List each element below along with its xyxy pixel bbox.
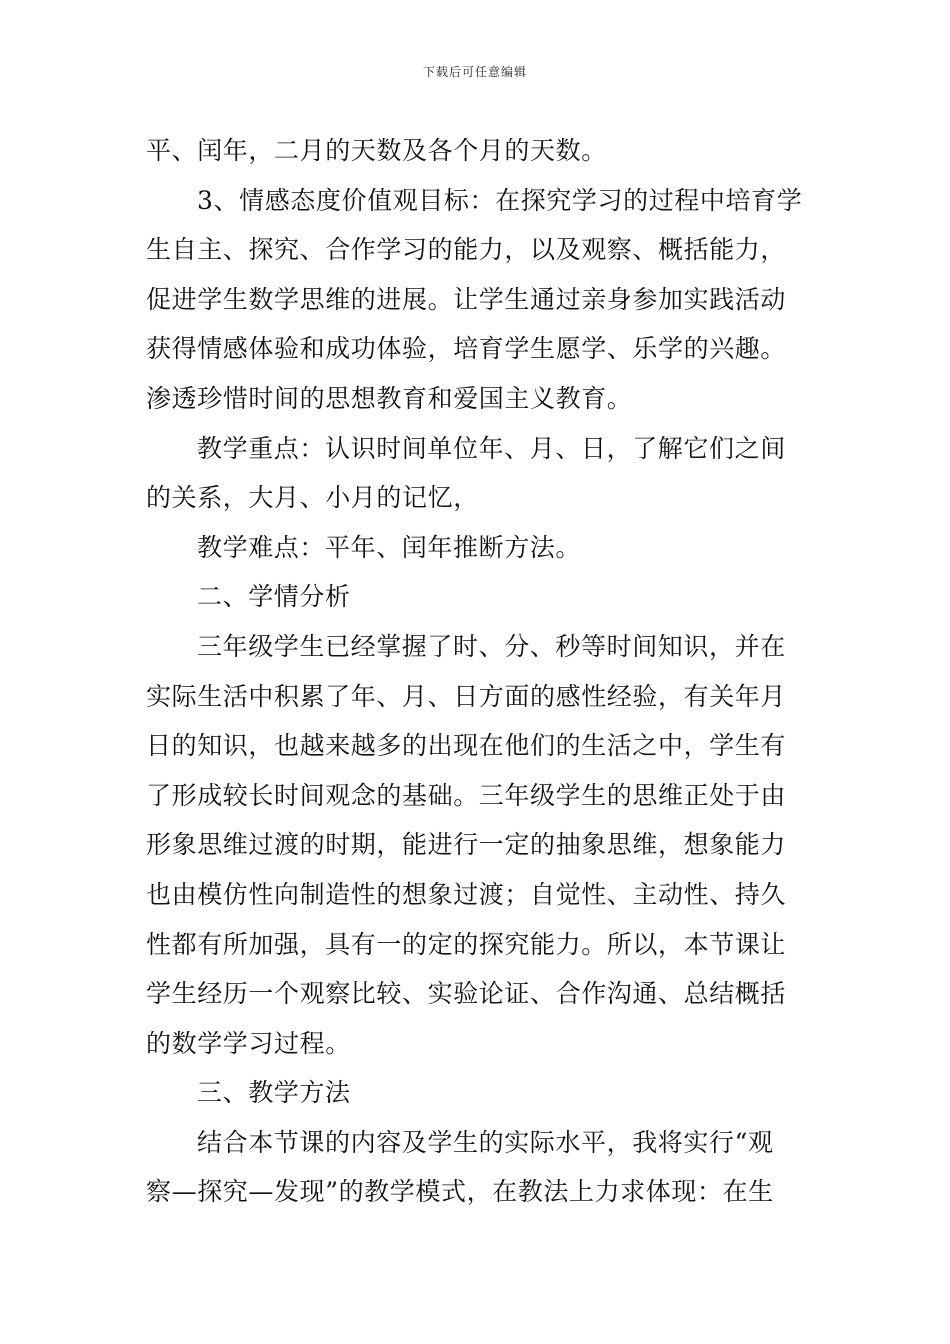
section-heading: 三、教学方法 bbox=[197, 1078, 351, 1108]
text-line: 促进学生数学思维的进展。让学生通过亲身参加实践活动 bbox=[146, 284, 787, 314]
text-line: 学生经历一个观察比较、实验论证、合作沟通、总结概括 bbox=[146, 979, 787, 1009]
document-body bbox=[146, 126, 812, 1217]
text-line: 的关系，大月、小月的记忆， bbox=[146, 483, 479, 513]
text-line: 生自主、探究、合作学习的能力，以及观察、概括能力， bbox=[146, 235, 787, 265]
text-line: 3、情感态度价值观目标：在探究学习的过程中培育学 bbox=[197, 185, 803, 215]
text-line: 了形成较长时间观念的基础。三年级学生的思维正处于由 bbox=[146, 780, 787, 810]
text-line: 三年级学生已经掌握了时、分、秒等时间知识，并在 bbox=[197, 631, 786, 661]
section-heading: 二、学情分析 bbox=[197, 582, 351, 612]
text-line: 也由模仿性向制造性的想象过渡；自觉性、主动性、持久 bbox=[146, 879, 787, 909]
text-line: 结合本节课的内容及学生的实际水平，我将实行“观 bbox=[197, 1127, 774, 1157]
text-line: 性都有所加强，具有一的定的探究能力。所以，本节课让 bbox=[146, 929, 787, 959]
text-line: 平、闰年，二月的天数及各个月的天数。 bbox=[146, 136, 607, 165]
text-line: 获得情感体验和成功体验，培育学生愿学、乐学的兴趣。 bbox=[146, 334, 787, 364]
text-line: 实际生活中积累了年、月、日方面的感性经验，有关年月 bbox=[146, 681, 787, 711]
text-line: 教学难点：平年、闰年推断方法。 bbox=[197, 532, 582, 562]
text-line: 形象思维过渡的时期，能进行一定的抽象思维，想象能力 bbox=[146, 830, 787, 860]
page-header: 下载后可任意编辑 bbox=[422, 65, 527, 79]
text-line: 教学重点：认识时间单位年、月、日，了解它们之间 bbox=[197, 433, 786, 463]
text-line: 渗透珍惜时间的思想教育和爱国主义教育。 bbox=[146, 383, 633, 413]
text-line: 的数学学习过程。 bbox=[146, 1028, 351, 1058]
text-line: 察—探究—发现”的教学模式，在教法上力求体现：在生 bbox=[146, 1177, 774, 1207]
text-line: 日的知识，也越来越多的出现在他们的生活之中，学生有 bbox=[146, 731, 787, 761]
